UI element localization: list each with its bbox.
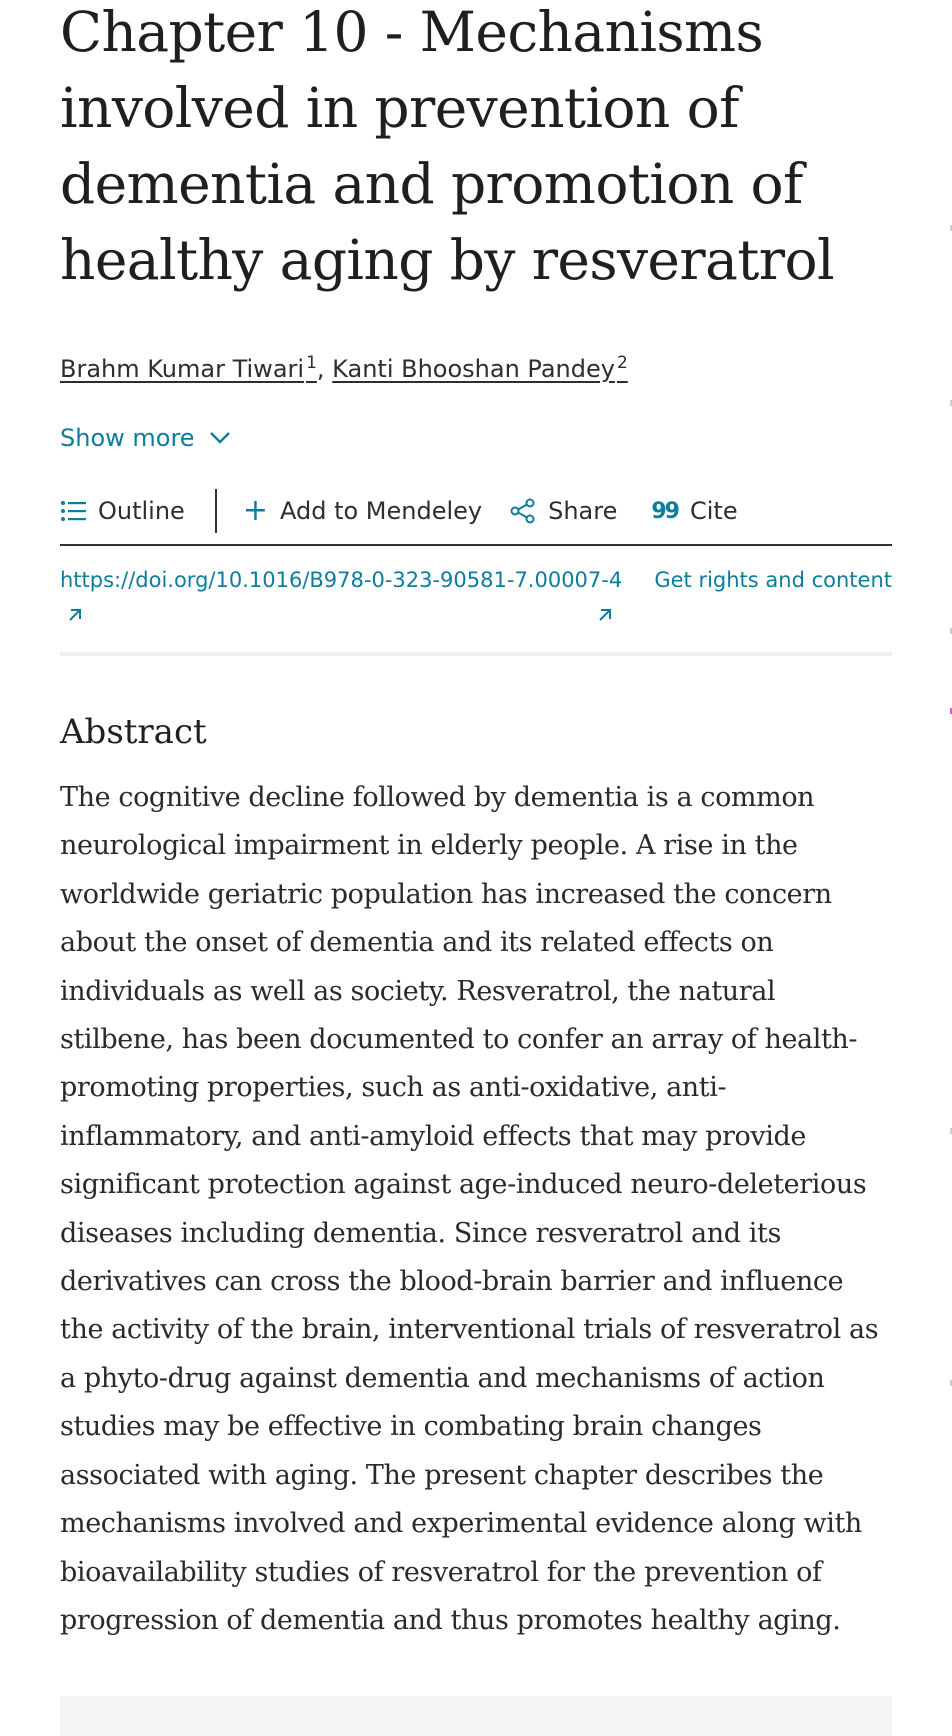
quote-icon: 99 [651, 498, 678, 524]
show-more-button[interactable] [60, 424, 231, 452]
cite-label: Cite [690, 497, 738, 525]
article-page [60, 0, 892, 1645]
outline-button[interactable] [60, 497, 185, 525]
outline-label: Outline [98, 497, 185, 525]
share-button[interactable] [510, 497, 617, 525]
author-separator: , [316, 355, 325, 383]
section-divider [60, 652, 892, 656]
author-list [60, 352, 892, 386]
external-arrow-icon[interactable] [66, 604, 86, 624]
next-section-box [60, 1696, 892, 1736]
article-links [60, 566, 892, 594]
add-to-mendeley-button[interactable] [242, 493, 483, 528]
external-arrow-row [60, 604, 892, 632]
mendeley-label: Add to Mendeley [279, 497, 483, 525]
chevron-down-icon [209, 431, 231, 445]
share-label: Share [548, 497, 618, 525]
share-icon [510, 498, 536, 524]
list-icon [60, 500, 86, 522]
author-affiliation-1: 1 [306, 353, 317, 373]
abstract-heading: Abstract [60, 712, 207, 752]
author-affiliation-2: 2 [616, 353, 628, 373]
author-name-2: Kanti Bhooshan Pandey [332, 355, 615, 383]
show-more-label: Show more [60, 424, 195, 452]
author-name-1: Brahm Kumar Tiwari [60, 355, 305, 383]
author-link-2[interactable] [332, 355, 628, 383]
scroll-edge-marks [948, 0, 952, 1720]
article-title: Chapter 10 - Mechanisms involved in prevention of dementia and promotion of healthy aging by resveratrol [60, 0, 834, 292]
cite-button[interactable] [651, 497, 737, 525]
external-arrow-icon[interactable] [596, 604, 616, 624]
article-toolbar [60, 486, 892, 546]
author-link-1[interactable] [60, 355, 317, 383]
doi-link[interactable]: https://doi.org/10.1016/B978-0-323-90581-7.00007-4 [60, 568, 623, 592]
get-rights-link[interactable]: Get rights and content [654, 568, 892, 592]
plus-icon: + [242, 493, 268, 528]
toolbar-divider [215, 489, 217, 533]
abstract-text: The cognitive decline followed by dementia is a common neurological impairment in elderly people. A rise in the worldwide geriatric population has increased the concern about the onset of dementia and its related effects on individuals as well as society. Resveratrol, the natural stilbene, has been documented to confer an array of health-promoting properties, such as anti-oxidative, anti-inflammatory, and anti-amyloid effects that may provide significant protection against age-induced neuro-deleterious diseases including dementia. Since resveratrol and its derivatives can cross the blood-brain barrier and influence the activity of the brain, interventional trials of resveratrol as a phyto-drug against dementia and mechanisms of action studies may be effective in combating brain changes associated with aging. The present chapter describes the mechanisms involved and experimental evidence along with bioavailability studies of resveratrol for the prevention of progression of dementia and thus promotes healthy aging. [60, 782, 879, 1636]
